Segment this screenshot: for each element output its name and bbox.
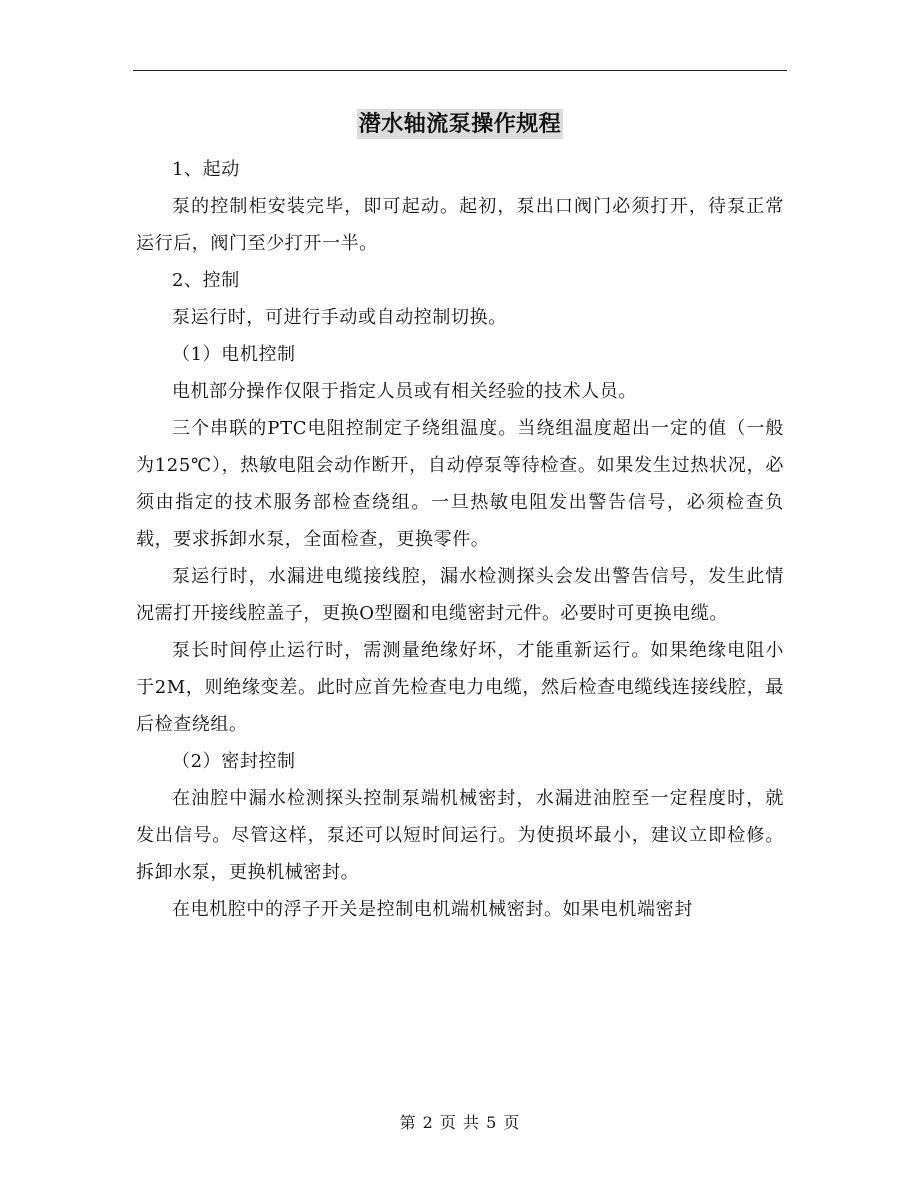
paragraph: 在油腔中漏水检测探头控制泵端机械密封，水漏进油腔至一定程度时，就发出信号。尽管这样，泵还可以短时间运行。为使损坏最小，建议立即检修。拆卸水泵，更换机械密封。 (136, 788, 784, 883)
subsection-heading-seal-control: （2）密封控制 (172, 751, 296, 772)
section-heading-control: 2、控制 (172, 270, 240, 291)
paragraph: 泵长时间停止运行时，需测量绝缘好坏，才能重新运行。如果绝缘电阻小于2M，则绝缘变差。此时应首先检查电力电缆，然后检查电缆线连接线腔，最后检查绕组。 (136, 640, 784, 735)
title-container (0, 109, 920, 139)
header-rule (133, 70, 787, 71)
page-number-footer: 第 2 页 共 5 页 (399, 1113, 521, 1132)
paragraph: 三个串联的PTC电阻控制定子绕组温度。当绕组温度超出一定的值（一般为125℃），热敏电阻会动作断开，自动停泵等待检查。如果发生过热状况，必须由指定的技术服务部检查绕组。一旦热敏电阻发出警告信号，必须检查负载，要求拆卸水泵，全面检查，更换零件。 (136, 418, 784, 550)
document-body (136, 151, 784, 928)
subsection-heading-motor-control: （1）电机控制 (172, 344, 296, 365)
section-heading-start: 1、起动 (172, 159, 240, 180)
paragraph: 电机部分操作仅限于指定人员或有相关经验的技术人员。 (172, 381, 637, 402)
paragraph: 泵运行时，水漏进电缆接线腔，漏水检测探头会发出警告信号，发生此情况需打开接线腔盖子，更换O型圈和电缆密封元件。必要时可更换电缆。 (136, 566, 784, 624)
document-title: 潜水轴流泵操作规程 (358, 111, 562, 137)
paragraph: 泵运行时，可进行手动或自动控制切换。 (172, 307, 507, 328)
paragraph: 在电机腔中的浮子开关是控制电机端机械密封。如果电机端密封 (172, 899, 693, 920)
paragraph: 泵的控制柜安装完毕，即可起动。起初，泵出口阀门必须打开，待泵正常运行后，阀门至少打开一半。 (136, 196, 784, 254)
